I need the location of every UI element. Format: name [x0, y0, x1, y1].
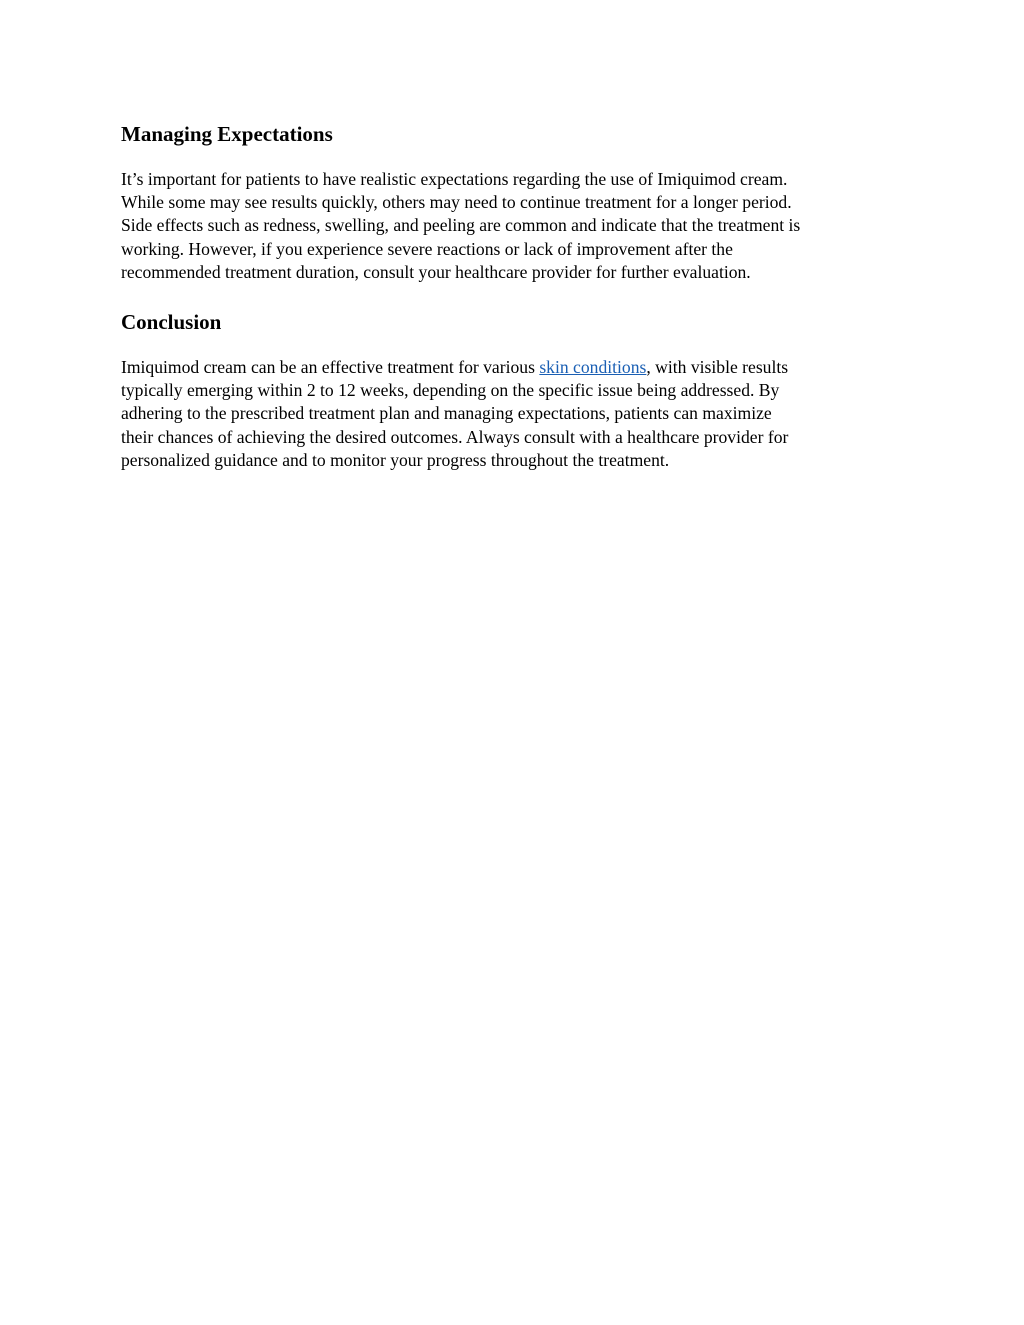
section-heading-conclusion: Conclusion [121, 310, 222, 335]
section-heading-managing-expectations: Managing Expectations [121, 122, 333, 146]
paragraph-line: While some may see results quickly, others may need to continue treatment for a longer period. [121, 192, 792, 213]
paragraph-line: recommended treatment duration, consult your healthcare provider for further evaluation. [121, 261, 751, 282]
paragraph-line: working. However, if you experience severe reactions or lack of improvement after the [121, 238, 733, 259]
paragraph-managing-expectations [121, 168, 911, 284]
paragraph-line: adhering to the prescribed treatment plan and managing expectations, patients can maximize [121, 403, 772, 424]
paragraph-line: It’s important for patients to have realistic expectations regarding the use of Imiquimod cream. [121, 169, 788, 189]
paragraph-line: personalized guidance and to monitor your progress throughout the treatment. [121, 449, 670, 470]
paragraph-conclusion [121, 356, 911, 472]
paragraph-line: typically emerging within 2 to 12 weeks, depending on the specific issue being addressed. By [121, 380, 780, 401]
skin-conditions-link[interactable]: skin conditions [539, 357, 647, 378]
line-text-before-link: Imiquimod cream can be an effective treatment for various [121, 357, 540, 378]
paragraph-line: Side effects such as redness, swelling, and peeling are common and indicate that the treatment is [121, 215, 801, 236]
line-text-after-link: , with visible results [646, 357, 789, 378]
paragraph-line: their chances of achieving the desired outcomes. Always consult with a healthcare provider for [121, 426, 789, 447]
document-body [121, 120, 911, 472]
paragraph-line-with-link [121, 356, 911, 379]
